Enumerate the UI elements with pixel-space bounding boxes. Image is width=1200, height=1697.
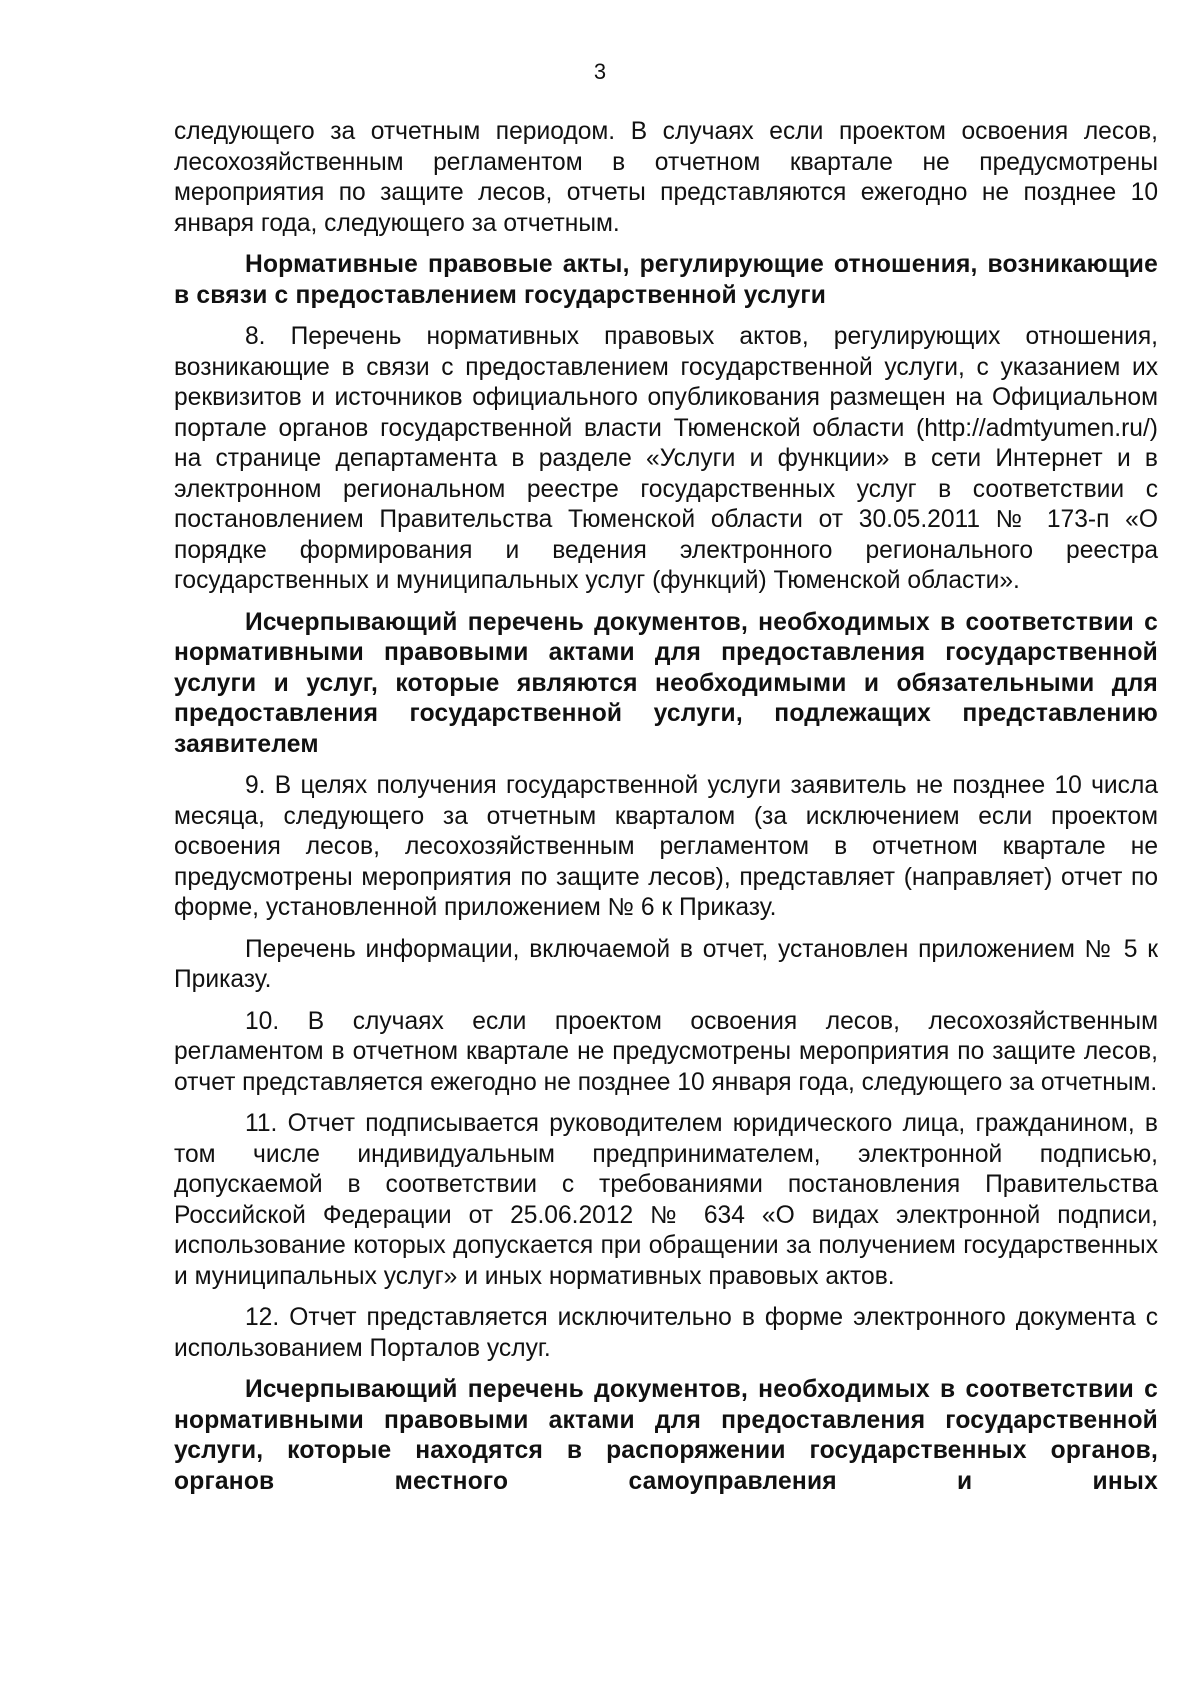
paragraph-9: 9. В целях получения государственной услуги заявитель не позднее 10 числа месяца, следующего за отчетным кварталом (за исключением если проектом освоения лесов, лесохозяйственным регламентом в отчетном квартале не предусмотрены мероприятия по защите лесов), представляет (направляет) отчет по форме, установленной приложением № 6 к Приказу. [174,772,1158,921]
paragraph-12: 12. Отчет представляется исключительно в форме электронного документа с использованием Порталов услуг. [174,1304,1158,1362]
paragraph-continuation: следующего за отчетным периодом. В случаях если проектом освоения лесов, лесохозяйственным регламентом в отчетном квартале не предусмотрены мероприятия по защите лесов, отчеты представляются ежегодно не позднее 10 января года, следующего за отчетным. [174,118,1158,237]
paragraph-8: 8. Перечень нормативных правовых актов, регулирующих отношения, возникающие в связи с предоставлением государственной услуги, с указанием их реквизитов и источников официального опубликования размещен на Официальном портале органов государственной власти Тюменской области (http://admtyumen.ru/) на странице департамента в разделе «Услуги и функции» в сети Интернет и в электронном региональном реестре государственных услуг в соответствии с постановлением Правительства Тюменской области от 30.05.2011 № 173-п «О порядке формирования и ведения электронного регионального реестра государственных и муниципальных услуг (функций) Тюменской области». [174,323,1158,594]
section-heading-documents-in-possession: Исчерпывающий перечень документов, необходимых в соответствии с нормативными правовыми актами для предоставления государственной услуги, которые находятся в распоряжении государственных органов, органов местного самоуправления и иных [174,1376,1158,1495]
document-body [174,117,1158,1508]
paragraph-10: 10. В случаях если проектом освоения лесов, лесохозяйственным регламентом в отчетном квартале не предусмотрены мероприятия по защите лесов, отчет представляется ежегодно не позднее 10 января года, следующего за отчетным. [174,1007,1158,1096]
paragraph-report-info: Перечень информации, включаемой в отчет, установлен приложением № 5 к Приказу. [174,935,1158,993]
paragraph-11: 11. Отчет подписывается руководителем юридического лица, гражданином, в том числе индивидуальным предпринимателем, электронной подписью, допускаемой в соответствии с требованиями постановления Правительства Российской Федерации от 25.06.2012 № 634 «О видах электронной подписи, использование которых допускается при обращении за получением государственных и муниципальных услуг» и иных нормативных правовых актов. [174,1110,1158,1290]
section-heading-required-documents: Исчерпывающий перечень документов, необходимых в соответствии с нормативными правовыми актами для предоставления государственной услуги и услуг, которые являются необходимыми и обязательными для предоставления государственной услуги, подлежащих представлению заявителем [174,608,1158,758]
page-number: 3 [593,59,607,84]
section-heading-normative-acts: Нормативные правовые акты, регулирующие отношения, возникающие в связи с предоставлением государственной услуги [174,251,1158,309]
